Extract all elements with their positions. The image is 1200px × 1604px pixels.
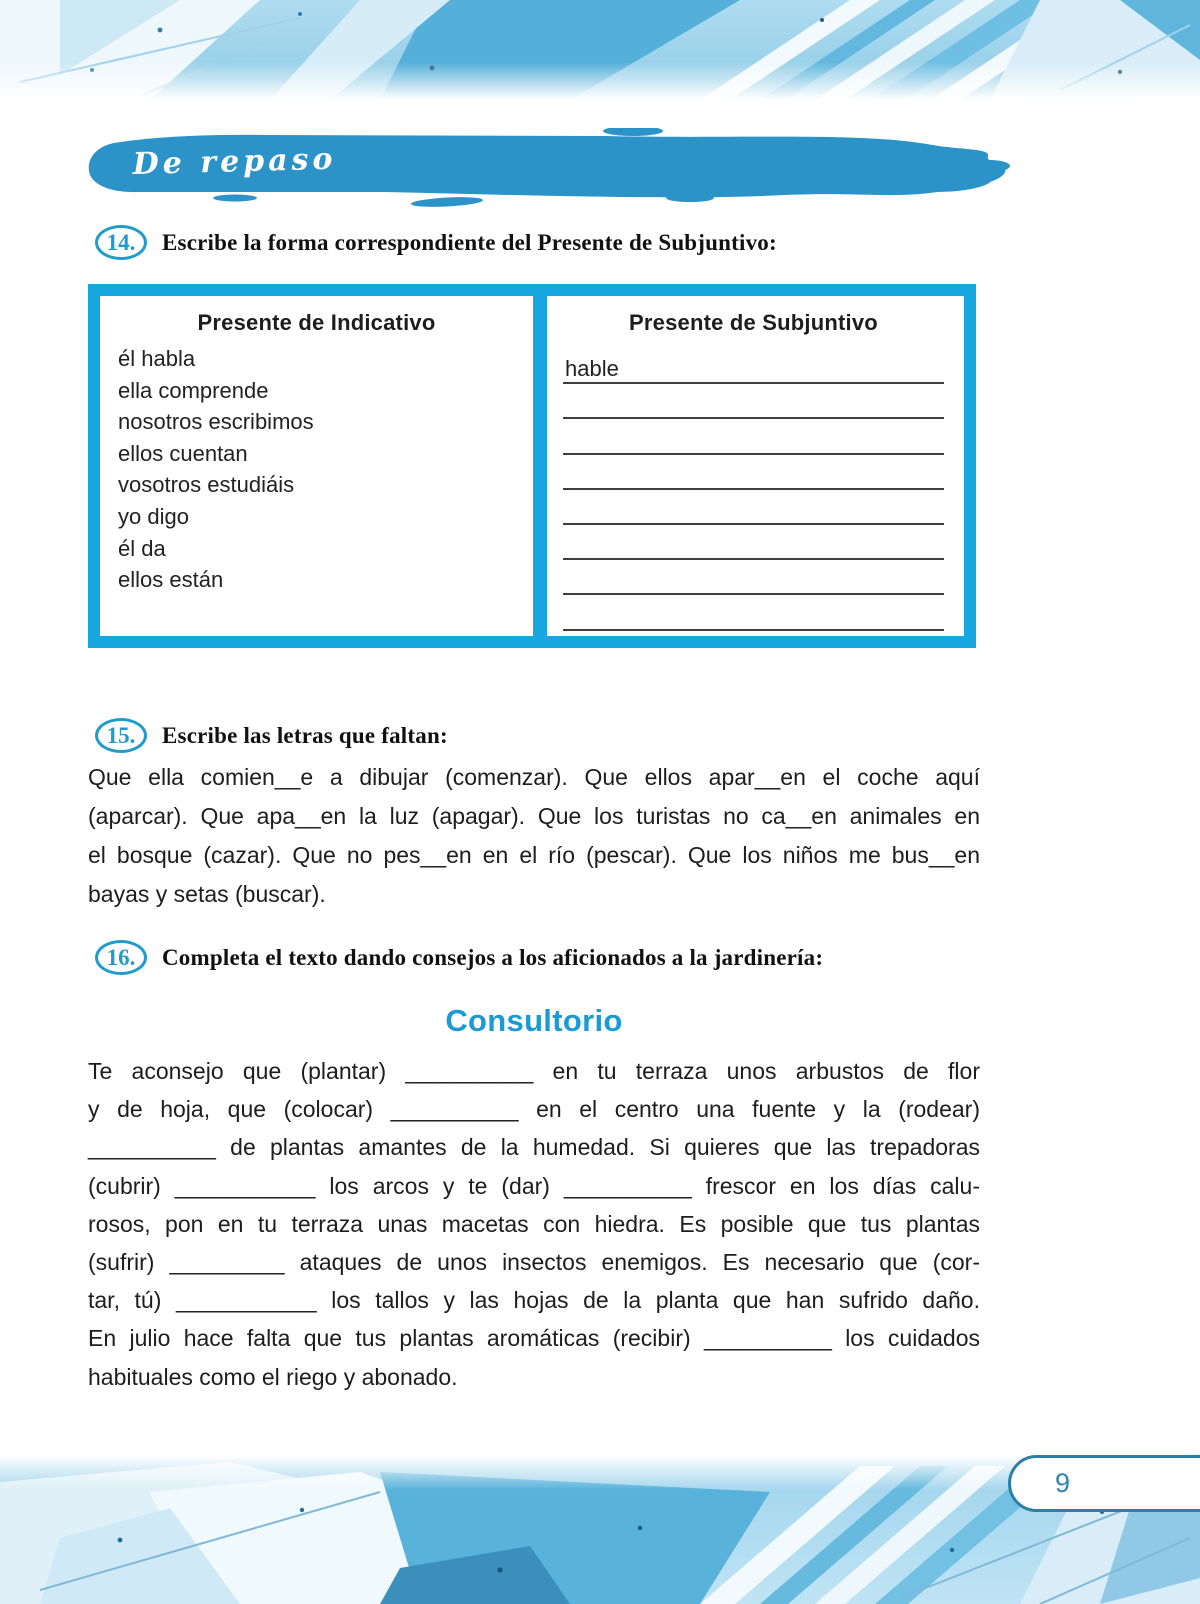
answer-entry: hable <box>565 356 619 382</box>
indicativo-item: él da <box>118 535 166 561</box>
page-number-pill <box>1008 1455 1200 1512</box>
indicativo-item: nosotros escribimos <box>118 409 314 435</box>
answer-entry <box>563 628 567 629</box>
text-line: rosos, pon en tu terraza unas macetas con hiedra. Es posible que tus plantas <box>88 1210 980 1237</box>
indicativo-item: él habla <box>118 346 196 371</box>
answer-entry <box>563 487 567 488</box>
subjunctive-table <box>88 284 976 648</box>
exercise15-text <box>88 758 980 914</box>
answer-entry <box>563 592 567 593</box>
section-banner <box>85 128 1020 208</box>
answer-line <box>563 525 944 560</box>
text-line: Te aconsejo que (plantar) __________ en tu terraza unos arbustos de flor <box>88 1058 980 1084</box>
answer-line <box>563 349 944 384</box>
exercise14-title: Escribe la forma correspondiente del Presente de Subjuntivo: <box>162 229 777 255</box>
exercise16-number-badge: 16. <box>95 940 147 975</box>
indicativo-list <box>118 343 515 596</box>
text-line: y de hoja, que (colocar) __________ en el centro una fuente y la (rodear) <box>88 1096 980 1123</box>
page-number: 9 <box>1055 1468 1071 1498</box>
text-line: bayas y setas (buscar). <box>88 881 326 907</box>
indicativo-item: yo digo <box>118 503 189 529</box>
text-line: tar, tú) ___________ los tallos y las hojas de la planta que han sufrido daño. <box>88 1287 980 1314</box>
text-line: (cubrir) ___________ los arcos y te (dar) __________ frescor en los días calu- <box>88 1172 980 1199</box>
indicativo-item: ellos cuentan <box>118 440 248 466</box>
indicativo-panel <box>100 296 533 636</box>
exercise16-text <box>88 1052 980 1396</box>
subjuntivo-panel <box>547 296 964 636</box>
text-line: (aparcar). Que apa__en la luz (apagar). Que los turistas no ca__en animales en <box>88 803 980 829</box>
answer-line <box>563 490 944 525</box>
banner-label: De repaso <box>132 141 337 182</box>
exercise14-heading <box>95 225 777 260</box>
answer-entry <box>563 522 567 523</box>
answer-line <box>563 455 944 490</box>
text-line: __________ de plantas amantes de la humedad. Si quieres que las trepadoras <box>88 1134 980 1161</box>
answer-line <box>563 560 944 595</box>
consultorio-subtitle: Consultorio <box>445 1003 623 1038</box>
subjuntivo-header: Presente de Subjuntivo <box>629 310 878 335</box>
exercise15-title: Escribe las letras que faltan: <box>162 722 448 748</box>
exercise16-title: Completa el texto dando consejos a los aficionados a la jardinería: <box>162 944 824 970</box>
indicativo-item: ellos están <box>118 567 224 593</box>
top-watercolor-band <box>0 0 1200 100</box>
answer-line <box>563 595 944 630</box>
indicativo-header: Presente de Indicativo <box>197 310 436 335</box>
text-line: (sufrir) _________ ataques de unos insectos enemigos. Es necesario que (cor- <box>88 1249 980 1276</box>
answer-entry <box>563 557 567 558</box>
exercise16-heading <box>95 940 823 975</box>
text-line: el bosque (cazar). Que no pes__en en el río (pescar). Que los niños me bus__en <box>88 842 980 868</box>
exercise15-heading <box>95 718 448 753</box>
exercise15-number-badge: 15. <box>95 718 147 753</box>
indicativo-item: ella comprende <box>118 377 269 403</box>
answer-entry <box>563 416 567 417</box>
exercise14-number-badge: 14. <box>95 225 147 260</box>
subjuntivo-lines <box>563 349 944 631</box>
answer-entry <box>563 452 567 453</box>
text-line: habituales como el riego y abonado. <box>88 1363 458 1390</box>
text-line: Que ella comien__e a dibujar (comenzar). Que ellos apar__en el coche aquí <box>88 764 980 790</box>
indicativo-item: vosotros estudiáis <box>118 472 295 498</box>
answer-line <box>563 419 944 454</box>
text-line: En julio hace falta que tus plantas aromáticas (recibir) __________ los cuidados <box>88 1325 980 1352</box>
answer-line <box>563 384 944 419</box>
